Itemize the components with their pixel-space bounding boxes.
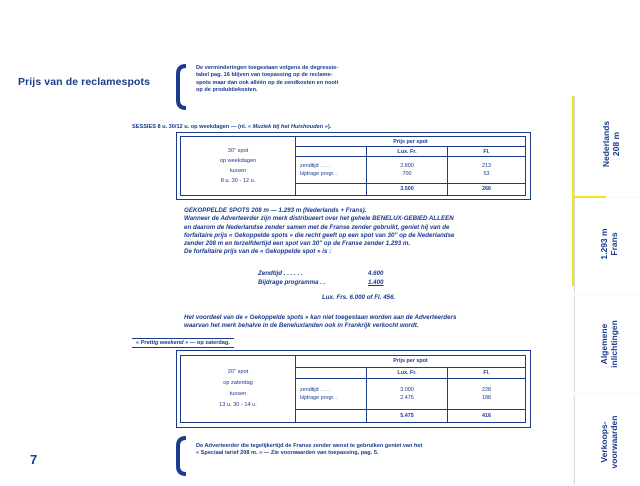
table2-left-line: tussen: [229, 391, 247, 397]
table2-total-fl: 416: [448, 410, 526, 423]
tab-frans-line2: Frans: [609, 232, 619, 256]
table2-row-lux: 2.475: [400, 395, 414, 402]
gekoppelde-paragraph-line: De forfaitaire prijs van de « Gekoppelde spot » is :: [184, 248, 332, 256]
table1-left-line: 8 u. 30 - 12 u.: [220, 178, 256, 184]
gekoppelde-paragraph-line: forfaitaire prijs « Gekoppelde spots » die recht geeft op een spot van 30'' op de Nederlandse: [184, 231, 455, 239]
table2-left-line: 20'' spot: [227, 369, 249, 375]
table1-row-lux: 700: [402, 171, 412, 178]
bottom-note-line: De Adverteerder die tegelijkertijd de Franse zender wenst te gebruiken geniet van het: [196, 443, 423, 449]
table1-row-lux: 2.800: [400, 163, 414, 170]
table2-header: Prijs per spot: [296, 356, 526, 368]
table2-col-fl: Fl.: [448, 367, 526, 379]
table1-left-line: tussen: [229, 168, 247, 174]
tab-nederlands[interactable]: [574, 96, 640, 196]
intro-note-line: op de produktiekosten.: [196, 87, 258, 94]
gekoppelde-total: Lux. Frs. 6.000 of Fl. 456.: [322, 294, 396, 301]
table2-col-lux: Lux. Fr.: [367, 367, 448, 379]
tab-nederlands-line1: Nederlands: [601, 120, 611, 168]
sessie2-program: « Prettig weekend »: [136, 340, 189, 346]
sessie-weekdagen: [132, 124, 331, 130]
tab-algemene-inlichtingen[interactable]: [574, 296, 640, 392]
voordeel-note: [184, 314, 564, 331]
tab-nederlands-line2: 208 m: [611, 131, 621, 157]
table1-row-fl: 213: [482, 163, 491, 170]
tab-verkoopsvoorwaarden[interactable]: [574, 396, 640, 484]
price-table-weekdagen: [180, 136, 526, 196]
table1-left-line: 30'' spot: [227, 148, 249, 154]
table2-row-label: zendtijd . . . .: [300, 387, 331, 394]
table1-col-fl: Fl.: [448, 147, 526, 157]
intro-note: [196, 65, 396, 95]
tab-verkoops-line1: Verkoops-: [599, 421, 609, 463]
gekoppelde-spots-block: [184, 207, 564, 257]
tab-algemene-line1: Algemene: [599, 323, 609, 365]
table2-left-line: op zaterdag: [223, 380, 253, 386]
table2-total-lux: 5.475: [367, 410, 448, 423]
table1-total-fl: 266: [448, 183, 526, 195]
bijdrage-value: 1.400: [368, 279, 384, 286]
table2-row-fl: 188: [482, 395, 491, 402]
voordeel-line: Het voordeel van de « Gekoppelde spots » kan niet toegestaan worden aan de Adverteerders: [184, 314, 457, 321]
gekoppelde-prices: [258, 270, 458, 288]
table2-left-line: 13 u. 30 - 14 u.: [219, 402, 257, 408]
tab-frans[interactable]: [574, 198, 640, 293]
gekoppelde-paragraph-line: Wanneer de Adverteerder zijn merk distribueert over het gehele BENELUX-GEBIED ALLEEN: [184, 215, 454, 223]
page-number: 7: [30, 452, 38, 467]
sessie-zaterdag: [132, 338, 234, 348]
table1-row-label: bijdrage progr. .: [300, 171, 338, 178]
zendtijd-value: 4.600: [368, 270, 384, 277]
table1-total-lux: 3.500: [367, 183, 448, 195]
table1-row-fl: 53: [483, 171, 490, 178]
table1-row-label: zendtijd . . . .: [300, 163, 331, 170]
intro-note-line: spots maar dan ook alléén op de zendkosten en nooit: [196, 79, 339, 86]
bottom-note: [196, 443, 556, 458]
tab-algemene-line2: inlichtingen: [609, 320, 619, 368]
gekoppelde-paragraph-line: zender 208 m en terzelfdertijd een spot van 30'' op de Franse zender 1.293 m.: [184, 240, 411, 248]
table1-left-line: op weekdagen: [219, 158, 257, 164]
bijdrage-label: Bijdrage programma . .: [258, 279, 326, 286]
bracket-decoration: [176, 64, 188, 110]
table1-col-lux: Lux. Fr.: [367, 147, 448, 157]
tab-verkoops-line2: voorwaarden: [609, 415, 619, 469]
table2-row-fl: 228: [482, 387, 491, 394]
table2-row-label: bijdrage progr. .: [300, 395, 338, 402]
sessie1-prefix: SESSIES 8 u. 30/12 u. op weekdagen — (nl.: [132, 124, 248, 130]
tab-frans-line1: 1.293 m: [599, 228, 609, 260]
section-title: Prijs van de reclamespots: [18, 76, 151, 88]
table2-row-lux: 3.000: [400, 387, 414, 394]
table1-header: Prijs per spot: [296, 137, 526, 147]
sessie1-suffix: ).: [327, 124, 332, 130]
bottom-note-line: « Speciaal tarief 208 m. » — Zie voorwaarden van toepassing, pag. 5.: [196, 450, 379, 457]
price-table-zaterdag: [180, 355, 526, 423]
sessie1-program: « Muziek bij het Huishouden »: [247, 124, 328, 130]
gekoppelde-heading: GEKOPPELDE SPOTS 208 m — 1.293 m (Nederlands + Frans).: [184, 207, 367, 214]
zendtijd-label: Zendtijd . . . . . .: [258, 270, 303, 277]
intro-note-line: De verminderingen toegestaan volgens de degressie-: [196, 65, 339, 71]
bracket-decoration: [176, 436, 188, 476]
sessie2-suffix: — op zaterdag.: [188, 340, 230, 346]
voordeel-line: waarvan het merk behalve in de Beneluxlanden ook in Frankrijk verkocht wordt.: [184, 322, 419, 330]
intro-note-line: tabel pag. 16 blijven van toepassing op de reclame-: [196, 72, 333, 79]
gekoppelde-paragraph-line: en daarom de Nederlandse zender samen met de Franse zender gebruikt, geniet hij van de: [184, 223, 450, 231]
